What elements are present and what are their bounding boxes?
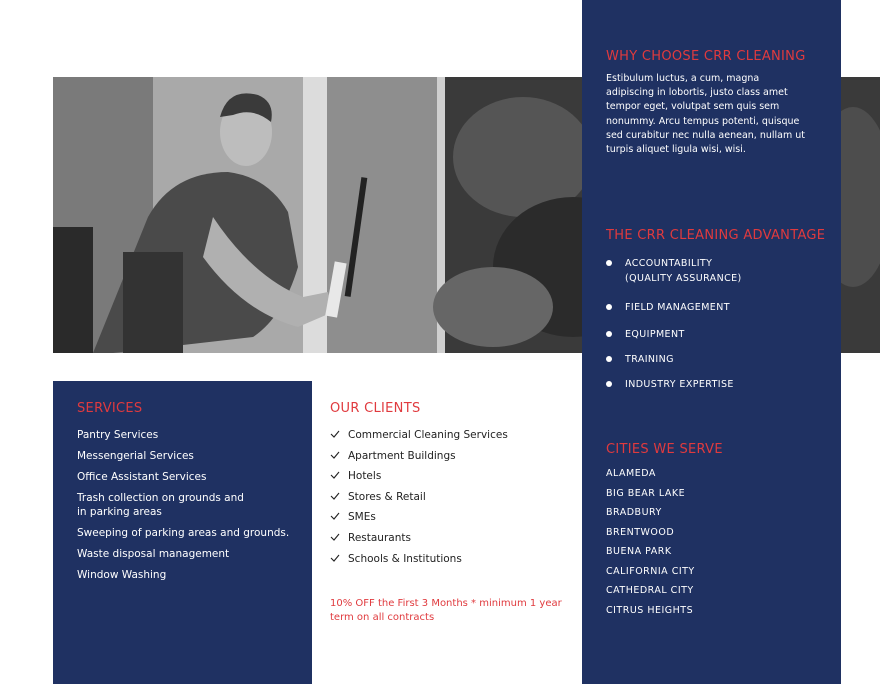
- clients-list: [330, 428, 570, 572]
- bullet-icon: [606, 331, 612, 337]
- why-heading: WHY CHOOSE CRR CLEANING: [606, 49, 806, 64]
- advantage-item: INDUSTRY EXPERTISE: [606, 377, 826, 392]
- bullet-icon: [606, 381, 612, 387]
- advantage-item: TRAINING: [606, 352, 826, 367]
- client-item: SMEs: [330, 510, 570, 531]
- client-item: Apartment Buildings: [330, 449, 570, 470]
- why-text: Estibulum luctus, a cum, magna adipiscing in lobortis, justo class amet tempor eget, volutpat sem quis sem nonummy. Arcu tempus potenti, quisque sed curabitur nec nulla aenean, nullam ut turpis aliquet ligula wisi, wisi.: [606, 73, 806, 156]
- city-item: BRADBURY: [606, 507, 662, 518]
- city-item: BIG BEAR LAKE: [606, 487, 686, 499]
- bullet-icon: [606, 304, 612, 310]
- client-item: Hotels: [330, 469, 570, 490]
- check-icon: [330, 532, 340, 542]
- city-item: CALIFORNIA CITY: [606, 565, 695, 577]
- client-item: Commercial Cleaning Services: [330, 428, 570, 449]
- advantage-item: FIELD MANAGEMENT: [606, 300, 826, 315]
- advantage-heading: THE CRR CLEANING ADVANTAGE: [606, 228, 826, 243]
- check-icon: [330, 470, 340, 480]
- service-item: Messengerial Services: [77, 450, 194, 462]
- service-item: Trash collection on grounds and in parking areas: [77, 492, 244, 518]
- service-item: Pantry Services: [77, 429, 159, 441]
- services-panel: [53, 381, 312, 684]
- city-item: ALAMEDA: [606, 468, 656, 479]
- client-item: Restaurants: [330, 531, 570, 552]
- check-icon: [330, 553, 340, 563]
- service-item: Window Washing: [77, 569, 167, 581]
- client-item: Schools & Institutions: [330, 552, 570, 573]
- cities-list: [606, 467, 826, 623]
- service-item: Office Assistant Services: [77, 471, 207, 483]
- advantage-item: ACCOUNTABILITY (QUALITY ASSURANCE): [606, 256, 826, 286]
- check-icon: [330, 511, 340, 521]
- city-item: BUENA PARK: [606, 546, 672, 557]
- check-icon: [330, 450, 340, 460]
- bullet-icon: [606, 356, 612, 362]
- right-panel: [582, 0, 841, 684]
- city-item: BRENTWOOD: [606, 526, 675, 538]
- client-item: Stores & Retail: [330, 490, 570, 511]
- cities-heading: CITIES WE SERVE: [606, 442, 723, 457]
- offer-text: 10% OFF the First 3 Months * minimum 1 year term on all contracts: [330, 598, 562, 623]
- advantage-item: EQUIPMENT: [606, 327, 826, 342]
- service-item: Waste disposal management: [77, 548, 230, 560]
- city-item: CITRUS HEIGHTS: [606, 604, 694, 616]
- check-icon: [330, 429, 340, 439]
- services-list: [77, 428, 297, 589]
- bullet-icon: [606, 260, 612, 266]
- services-heading: SERVICES: [77, 401, 143, 416]
- city-item: CATHEDRAL CITY: [606, 585, 694, 596]
- clients-heading: OUR CLIENTS: [330, 401, 421, 416]
- service-item: Sweeping of parking areas and grounds.: [77, 527, 290, 539]
- advantage-list: [606, 256, 826, 392]
- check-icon: [330, 491, 340, 501]
